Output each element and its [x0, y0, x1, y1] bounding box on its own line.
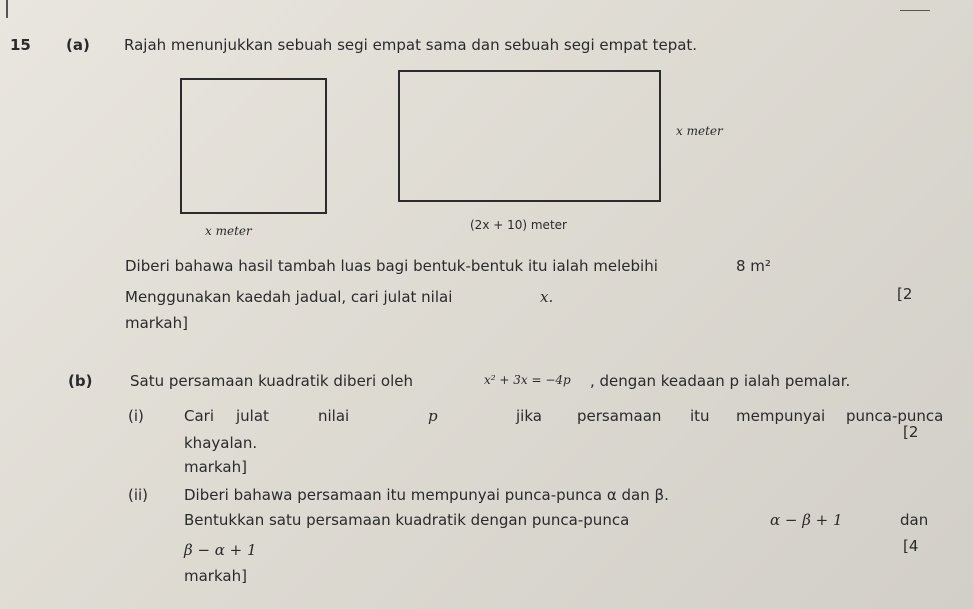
part-b-ii-line2-text: Bentukkan satu persamaan kuadratik dengan punca-punca [184, 511, 630, 529]
part-b-ii-line2-end: dan [900, 511, 929, 529]
question-number: 15 [10, 36, 31, 54]
part-b-i-word: p [428, 407, 438, 425]
part-a-intro: Rajah menunjukkan sebuah segi empat sama dan sebuah segi empat tepat. [124, 36, 698, 54]
part-a-given-value: 8 m² [736, 257, 771, 275]
part-b-i-word: punca-punca [846, 407, 944, 425]
part-a-given: Diberi bahawa hasil tambah luas bagi bentuk-bentuk itu ialah melebihi [125, 257, 658, 275]
part-b-intro-end: , dengan keadaan p ialah pemalar. [590, 372, 851, 390]
part-a-marks-open: [2 [897, 285, 913, 303]
part-b-i-label: (i) [128, 407, 144, 425]
square-label: x meter [205, 224, 252, 238]
part-b-i-marks-open: [2 [903, 423, 919, 441]
part-b-ii-label: (ii) [128, 486, 149, 504]
part-b-label: (b) [68, 372, 93, 390]
part-b-i-word: Cari [184, 407, 214, 425]
part-b-i-word: nilai [318, 407, 350, 425]
part-b-i-word: jika [516, 407, 542, 425]
part-b-ii-line3: β − α + 1 [184, 541, 257, 559]
part-b-ii-line1: Diberi bahawa persamaan itu mempunyai punca-punca α dan β. [184, 486, 669, 504]
rectangle-shape [398, 70, 661, 202]
rectangle-bottom-label: (2x + 10) meter [470, 218, 567, 232]
part-a-task-variable: x. [540, 288, 554, 306]
part-b-ii-marks-open: [4 [903, 537, 919, 555]
part-a-marks-close: markah] [125, 314, 188, 332]
page-corner-mark-left [6, 0, 8, 18]
part-b-i-word: julat [236, 407, 269, 425]
rectangle-side-label: x meter [676, 124, 723, 138]
part-b-i-marks-close: markah] [184, 458, 247, 476]
part-b-i-line2: khayalan. [184, 434, 258, 452]
part-b-i-word: mempunyai [736, 407, 826, 425]
part-b-i-word: itu [690, 407, 710, 425]
part-b-intro: Satu persamaan kuadratik diberi oleh [130, 372, 413, 390]
part-a-label: (a) [66, 36, 90, 54]
part-b-ii-line2-expr: α − β + 1 [770, 511, 843, 529]
part-b-equation: x² + 3x = −4p [484, 373, 571, 387]
square-shape [180, 78, 327, 214]
part-a-task: Menggunakan kaedah jadual, cari julat nilai [125, 288, 453, 306]
page-corner-mark-right [900, 10, 930, 11]
part-b-ii-marks-close: markah] [184, 567, 247, 585]
part-b-i-word: persamaan [577, 407, 662, 425]
